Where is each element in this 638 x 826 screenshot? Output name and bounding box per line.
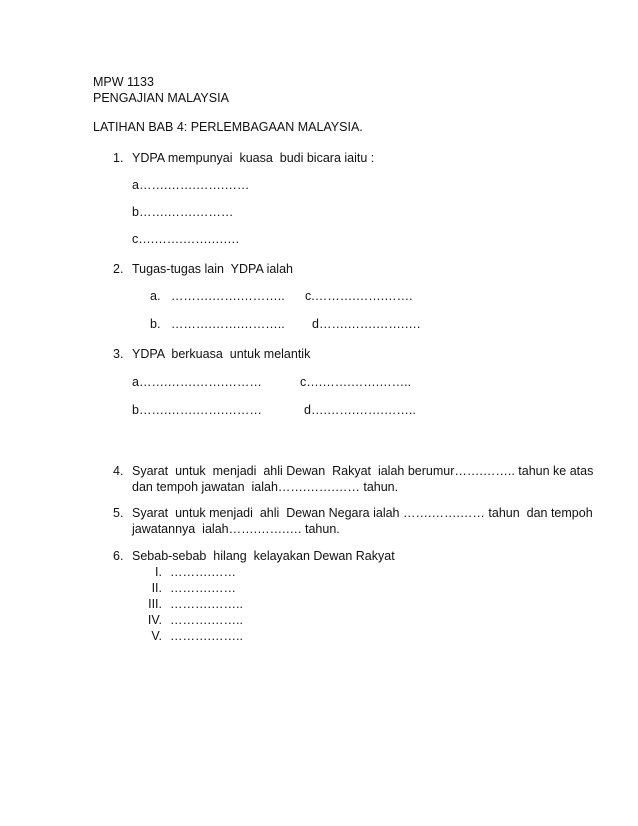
exercise-title: LATIHAN BAB 4: PERLEMBAGAAN MALAYSIA.: [93, 120, 363, 134]
question-4-number: 4.: [113, 464, 124, 478]
question-6-text: Sebab-sebab hilang kelayakan Dewan Rakyat: [132, 549, 395, 563]
question-2-text: Tugas-tugas lain YDPA ialah: [132, 262, 293, 276]
question-6-number: 6.: [113, 549, 124, 563]
question-3-number: 3.: [113, 347, 124, 361]
question-6-item-1-numeral: I.: [155, 565, 162, 579]
question-1-answer-b: b…….…….………: [132, 205, 234, 219]
question-1-answer-a: a…….…….…….……: [132, 178, 250, 192]
question-3-text: YDPA berkuasa untuk melantik: [132, 347, 311, 361]
question-6-item-4-numeral: IV.: [147, 613, 162, 627]
question-6-item-1-blank: ……….……: [170, 565, 236, 579]
question-2-answer-a: a. ……….…….………..: [150, 289, 285, 303]
question-3-answer-d: d….…….…….……..: [304, 403, 416, 417]
question-4-line-1: Syarat untuk menjadi ahli Dewan Rakyat ialah berumur…….…….. tahun ke atas: [132, 464, 594, 478]
question-5-line-2: jawatannya ialah…….…….…. tahun.: [132, 522, 340, 536]
course-code: MPW 1133: [93, 75, 154, 89]
question-1-number: 1.: [113, 151, 124, 165]
question-6-item-2-numeral: II.: [151, 581, 162, 595]
question-2-answer-d: d…….…….…….….: [312, 317, 421, 331]
course-name: PENGAJIAN MALAYSIA: [93, 91, 229, 105]
question-3-answer-a: a…….…….…….………: [132, 375, 262, 389]
question-6-item-5-blank: ……….……..: [170, 629, 243, 643]
question-4-line-2: dan tempoh jawatan ialah…….…….…… tahun.: [132, 480, 399, 494]
question-6-item-4-blank: ……….……..: [170, 613, 243, 627]
question-2-answer-b: b. ……….…….………..: [150, 317, 285, 331]
question-3-answer-c: c….…….…….……..: [300, 375, 412, 389]
question-1-answer-c: c….…….…….….…: [132, 232, 240, 246]
question-6-item-3-numeral: III.: [148, 597, 162, 611]
question-6-item-5-numeral: V.: [151, 629, 162, 643]
question-5-line-1: Syarat untuk menjadi ahli Dewan Negara ialah …….…….…… tahun dan tempoh: [132, 506, 593, 520]
question-2-answer-c: c.……….…….…….: [305, 289, 413, 303]
question-3-answer-b: b…….…….…….………: [132, 403, 262, 417]
question-2-number: 2.: [113, 262, 124, 276]
question-1-text: YDPA mempunyai kuasa budi bicara iaitu :: [132, 151, 375, 165]
question-5-number: 5.: [113, 506, 124, 520]
question-6-item-3-blank: ……….……..: [170, 597, 243, 611]
question-6-item-2-blank: ……….……: [170, 581, 236, 595]
